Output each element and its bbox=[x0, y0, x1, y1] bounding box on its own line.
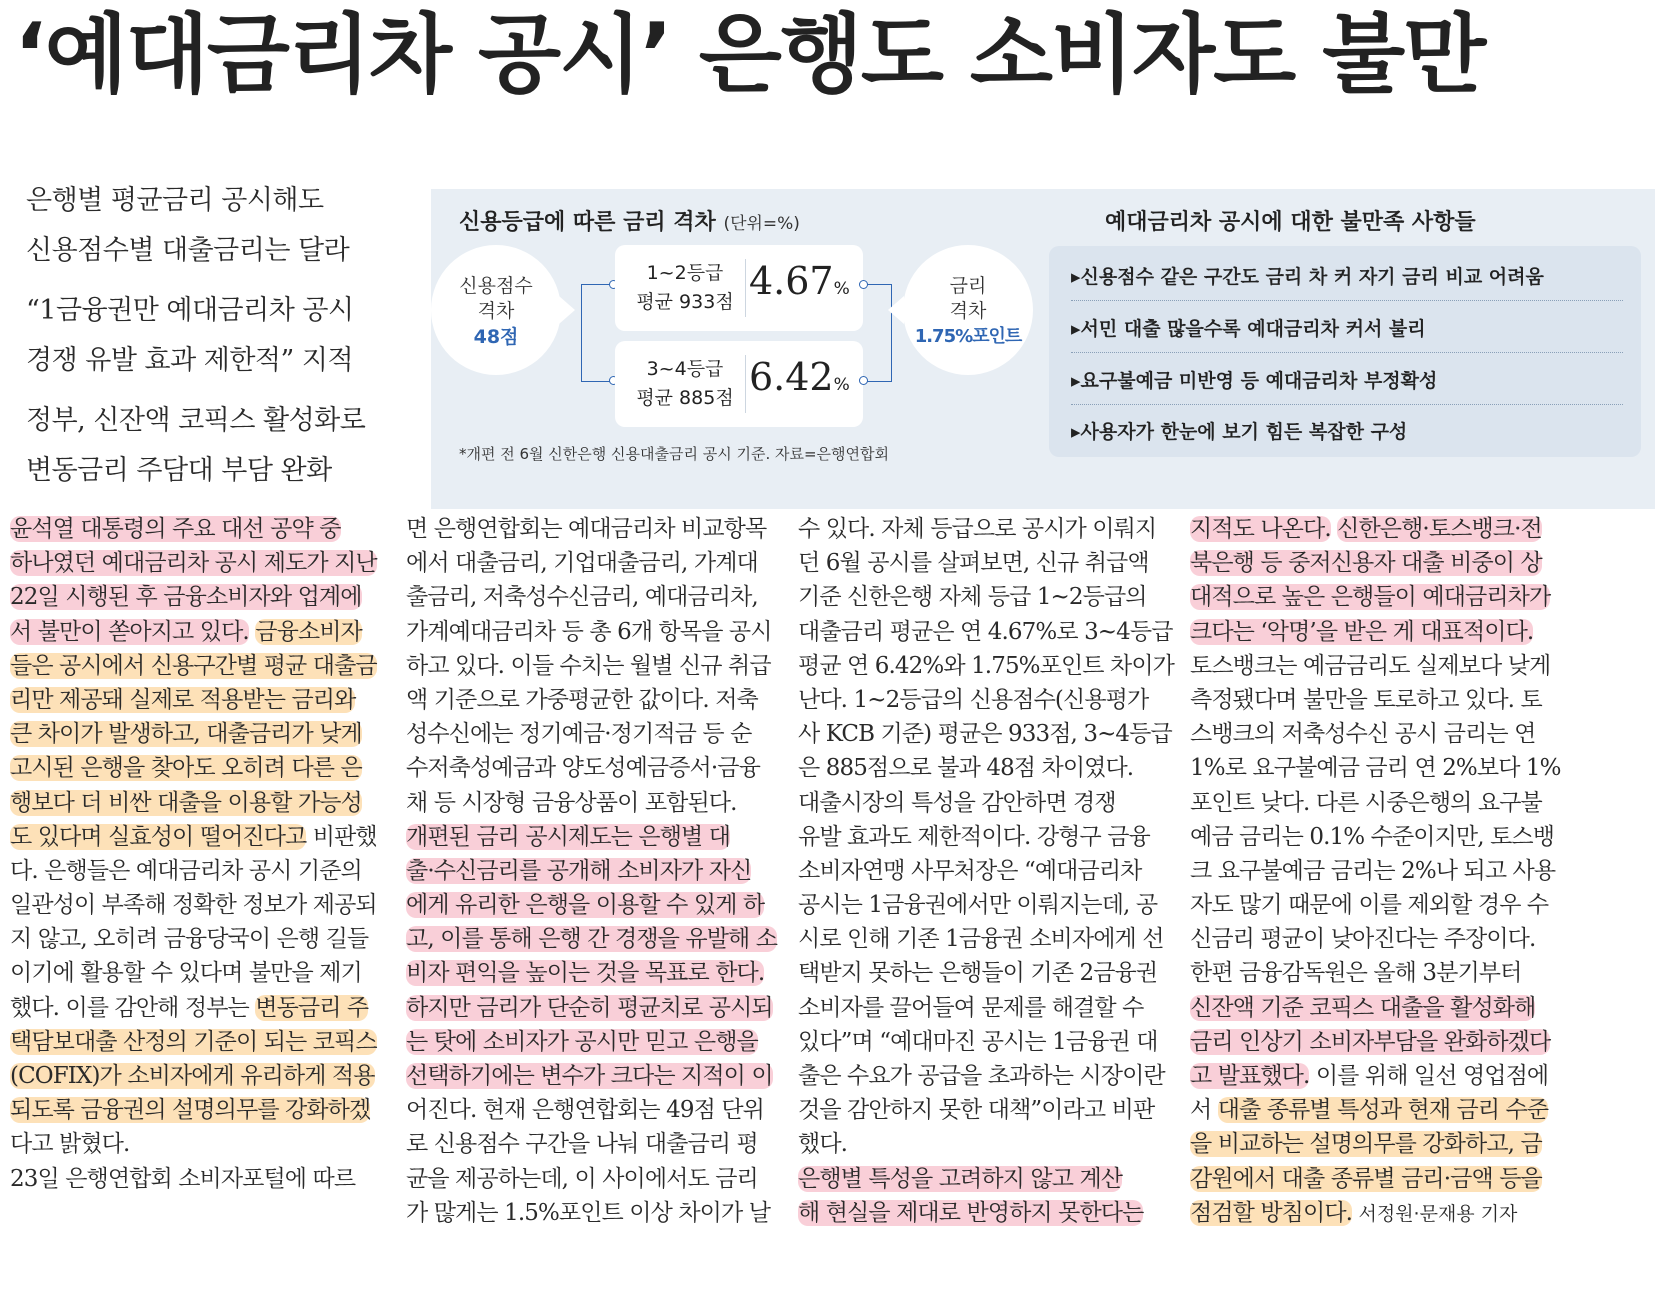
connector-dot bbox=[859, 376, 868, 385]
article-text-line bbox=[406, 888, 790, 922]
text-segment: 측정됐다며 불만을 토로하고 있다. 토 bbox=[1190, 686, 1542, 713]
article-text-line bbox=[1190, 683, 1574, 717]
text-segment: 사 KCB 기준) 평균은 933점, 3~4등급 bbox=[798, 721, 1172, 748]
text-segment: 소비자연맹 사무처장은 “예대금리차 bbox=[798, 857, 1142, 884]
article-text-line bbox=[406, 1127, 790, 1161]
text-segment: 했다. 이를 감안해 정부는 bbox=[10, 994, 256, 1021]
article-text-line bbox=[406, 956, 790, 990]
text-segment: 자도 많기 때문에 이를 제외할 경우 수 bbox=[1190, 892, 1549, 919]
article-text-line bbox=[10, 683, 394, 717]
grade-rate: 4.67% bbox=[749, 259, 850, 303]
highlighted-text-orange: 금융소비자 bbox=[255, 618, 362, 645]
grade-label: 3~4등급 bbox=[646, 358, 724, 380]
article-text-line bbox=[798, 751, 1182, 785]
article-text-line bbox=[10, 649, 394, 683]
article-text-line bbox=[10, 1127, 394, 1161]
text-segment: 한편 금융감독원은 올해 3분기부터 bbox=[1190, 960, 1522, 987]
grade-box-1-2 bbox=[615, 245, 863, 331]
article-text-line bbox=[1190, 854, 1574, 888]
highlighted-text-pink: 개편된 금리 공시제도는 은행별 대 bbox=[406, 823, 731, 850]
text-segment: 액 기준으로 가중평균한 값이다. 저축 bbox=[406, 686, 758, 713]
article-text-line bbox=[1190, 1162, 1574, 1196]
subheadline-line: 경쟁 유발 효과 제한적” 지적 bbox=[26, 345, 354, 376]
article-text-line bbox=[10, 615, 394, 649]
article-text-line bbox=[406, 991, 790, 1025]
article-text-line bbox=[798, 786, 1182, 820]
highlighted-text-orange: 을 비교하는 설명의무를 강화하고, 금 bbox=[1190, 1131, 1542, 1158]
article-text-line bbox=[1190, 751, 1574, 785]
highlighted-text-orange: 감원에서 대출 종류별 금리·금액 등을 bbox=[1190, 1165, 1542, 1192]
article-column-4 bbox=[1190, 512, 1574, 1230]
text-segment: 지 않고, 오히려 금융당국이 은행 길들 bbox=[10, 926, 369, 953]
text-segment: 23일 은행연합회 소비자포털에 따르 bbox=[10, 1165, 356, 1192]
highlighted-text-orange: 점검할 방침이다. bbox=[1190, 1199, 1353, 1226]
highlighted-text-orange: 도 있다며 실효성이 떨어진다고 bbox=[10, 823, 307, 850]
highlighted-text-pink: 고 발표했다. bbox=[1190, 1063, 1310, 1089]
text-segment: 다고 밝혔다. bbox=[10, 1131, 130, 1158]
text-segment: 다. 은행들은 예대금리차 공시 기준의 bbox=[10, 857, 362, 884]
complaint-item: ▸서민 대출 많을수록 예대금리차 커서 불리 bbox=[1071, 318, 1426, 340]
article-text-line bbox=[406, 820, 790, 854]
text-segment: 은 885점으로 불과 48점 차이였다. bbox=[798, 755, 1134, 782]
article-text-line bbox=[798, 1059, 1182, 1093]
text-segment: 서 bbox=[1190, 1097, 1218, 1124]
text-segment: 토스뱅크는 예금금리도 실제보다 낮게 bbox=[1190, 652, 1551, 679]
article-text-line bbox=[1190, 1059, 1574, 1093]
complaint-item: ▸요구불예금 미반영 등 예대금리차 부정확성 bbox=[1071, 370, 1438, 392]
grade-avg-score: 평균 885점 bbox=[636, 387, 734, 409]
grade-avg-score: 평균 933점 bbox=[636, 291, 734, 313]
highlighted-text-pink: 22일 시행된 후 금융소비자와 업계에 bbox=[10, 584, 362, 611]
text-segment: 하고 있다. 이들 수치는 월별 신규 취급 bbox=[406, 652, 771, 679]
article-text-line bbox=[10, 1059, 394, 1093]
highlighted-text-pink: 해 현실을 제대로 반영하지 못한다는 bbox=[798, 1199, 1144, 1226]
text-segment: 유발 효과도 제한적이다. 강형구 금융 bbox=[798, 823, 1150, 850]
article-text-line bbox=[406, 1059, 790, 1093]
highlighted-text-pink: 크다는 ‘악명’을 받은 게 대표적이다. bbox=[1190, 618, 1534, 645]
connector-left bbox=[581, 284, 612, 382]
article-text-line bbox=[1190, 956, 1574, 990]
article-text-line bbox=[1190, 717, 1574, 751]
article-text-line bbox=[1190, 546, 1574, 580]
article-text-line bbox=[798, 956, 1182, 990]
article-text-line bbox=[406, 546, 790, 580]
text-segment: 스뱅크의 저축성수신 공시 금리는 연 bbox=[1190, 721, 1536, 748]
article-column-3 bbox=[798, 512, 1182, 1230]
text-segment: 성수신에는 정기예금·정기적금 등 순 bbox=[406, 721, 752, 748]
highlighted-text-pink: 신잔액 기준 코픽스 대출을 활성화해 bbox=[1190, 994, 1536, 1021]
subheadlines bbox=[26, 176, 396, 496]
highlighted-text-orange: (COFIX)가 소비자에게 유리하게 적용 bbox=[10, 1063, 375, 1089]
highlighted-text-orange: 큰 차이가 발생하고, 대출금리가 낮게 bbox=[10, 721, 362, 748]
article-text-line bbox=[10, 888, 394, 922]
article-text-line bbox=[1190, 580, 1574, 614]
text-segment: 어진다. 현재 은행연합회는 49점 단위 bbox=[406, 1097, 764, 1124]
text-segment: 대출금리 평균은 연 4.67%로 3~4등급 bbox=[798, 618, 1173, 645]
grade-label: 1~2등급 bbox=[646, 262, 724, 284]
article-text-line bbox=[798, 1093, 1182, 1127]
article-text-line bbox=[798, 991, 1182, 1025]
article-text-line bbox=[406, 1093, 790, 1127]
highlighted-text-orange: 들은 공시에서 신용구간별 평균 대출금 bbox=[10, 652, 377, 679]
article-text-line bbox=[798, 649, 1182, 683]
article-text-line bbox=[10, 956, 394, 990]
article-text-line bbox=[406, 1025, 790, 1059]
article-text-line bbox=[10, 922, 394, 956]
article-text-line bbox=[10, 512, 394, 546]
highlighted-text-pink: 는 탓에 소비자가 공시만 믿고 은행을 bbox=[406, 1028, 758, 1055]
article-text-line bbox=[10, 717, 394, 751]
article-text-line bbox=[10, 546, 394, 580]
article-text-line bbox=[1190, 512, 1574, 546]
article-text-line bbox=[798, 683, 1182, 717]
infographic-box bbox=[431, 189, 1655, 509]
text-segment: 일관성이 부족해 정확한 정보가 제공되 bbox=[10, 892, 377, 919]
score-gap-value: 48점 bbox=[473, 326, 519, 348]
text-segment: 것을 감안하지 못한 대책”이라고 비판 bbox=[798, 1097, 1155, 1124]
article-text-line bbox=[798, 1127, 1182, 1161]
text-segment: 택받지 못하는 은행들이 기존 2금융권 bbox=[798, 960, 1158, 987]
article-text-line bbox=[10, 786, 394, 820]
text-segment: 가계예대금리차 등 총 6개 항목을 공시 bbox=[406, 618, 772, 645]
text-segment: 출금리, 저축성수신금리, 예대금리차, bbox=[406, 584, 758, 611]
infographic-left-title: 신용등급에 따른 금리 격차 (단위=%) bbox=[459, 210, 800, 235]
article-text-line bbox=[1190, 615, 1574, 649]
text-segment: 균을 제공하는데, 이 사이에서도 금리 bbox=[406, 1165, 758, 1192]
article-text-line bbox=[1190, 888, 1574, 922]
rate-gap-bubble: 금리 격차 1.75%포인트 bbox=[903, 245, 1033, 375]
grade-box-3-4 bbox=[615, 341, 863, 427]
subheadline-line: 변동금리 주담대 부담 완화 bbox=[26, 455, 332, 486]
highlighted-text-pink: 하나였던 예대금리차 공시 제도가 지난 bbox=[10, 550, 377, 577]
article-text-line bbox=[10, 854, 394, 888]
highlighted-text-orange: 리만 제공돼 실제로 적용받는 금리와 bbox=[10, 686, 356, 713]
pointer-arrow bbox=[888, 296, 904, 324]
article-text-line bbox=[406, 580, 790, 614]
highlighted-text-pink: 출·수신금리를 공개해 소비자가 자신 bbox=[406, 857, 752, 884]
article-text-line bbox=[10, 1093, 394, 1127]
article-column-1 bbox=[10, 512, 394, 1196]
article-text-line bbox=[798, 512, 1182, 546]
infographic-right-title: 예대금리차 공시에 대한 불만족 사항들 bbox=[1105, 210, 1476, 235]
text-segment: 면 은행연합회는 예대금리차 비교항목 bbox=[406, 516, 767, 542]
article-text-line bbox=[406, 1196, 790, 1230]
headline: ‘예대금리차 공시’ 은행도 소비자도 불만 bbox=[14, 5, 1485, 105]
text-segment: 비판했 bbox=[306, 823, 377, 850]
highlighted-text-orange: 되도록 금융권의 설명의무를 강화하겠 bbox=[10, 1097, 371, 1124]
article-text-line bbox=[1190, 786, 1574, 820]
highlighted-text-pink: 하지만 금리가 단순히 평균치로 공시되 bbox=[406, 994, 773, 1021]
highlighted-text-pink: 북은행 등 중저신용자 대출 비중이 상 bbox=[1190, 550, 1542, 577]
article-text-line bbox=[406, 717, 790, 751]
highlighted-text-pink: 선택하기에는 변수가 크다는 지적이 이 bbox=[406, 1063, 773, 1089]
highlighted-text-pink: 서 불만이 쏟아지고 있다. bbox=[10, 618, 249, 645]
article-text-line bbox=[1190, 1093, 1574, 1127]
highlighted-text-pink: 에게 유리한 은행을 이용할 수 있게 하 bbox=[406, 892, 765, 919]
score-gap-bubble: 신용점수 격차 48점 bbox=[431, 245, 561, 375]
highlighted-text-pink: 지적도 나온다. bbox=[1190, 516, 1331, 542]
text-segment: 시로 인해 기존 1금융권 소비자에게 선 bbox=[798, 926, 1164, 953]
article-text-line bbox=[798, 1196, 1182, 1230]
article-text-line bbox=[10, 991, 394, 1025]
article-text-line bbox=[10, 751, 394, 785]
highlighted-text-orange: 변동금리 주 bbox=[255, 994, 369, 1021]
subheadline-line: 은행별 평균금리 공시해도 bbox=[26, 185, 324, 216]
article-text-line bbox=[10, 820, 394, 854]
text-segment: 던 6월 공시를 살펴보면, 신규 취급액 bbox=[798, 550, 1149, 577]
article-text-line bbox=[1190, 1196, 1574, 1230]
highlighted-text-orange: 대출 종류별 특성과 현재 금리 수준 bbox=[1217, 1097, 1549, 1124]
complaint-item: ▸신용점수 같은 구간도 금리 차 커 자기 금리 비교 어려움 bbox=[1071, 266, 1544, 288]
article-text-line bbox=[798, 1162, 1182, 1196]
text-segment: 대출시장의 특성을 감안하면 경쟁 bbox=[798, 789, 1116, 816]
reporter-byline: 서정원·문재용 기자 bbox=[1358, 1202, 1518, 1225]
highlighted-text-orange: 고시된 은행을 찾아도 오히려 다른 은 bbox=[10, 755, 362, 782]
article-text-line bbox=[798, 580, 1182, 614]
article-text-line bbox=[406, 922, 790, 956]
text-segment: 수 있다. 자체 등급으로 공시가 이뤄지 bbox=[798, 516, 1157, 542]
text-segment: 했다. bbox=[798, 1131, 848, 1158]
text-segment: 공시는 1금융권에서만 이뤄지는데, 공 bbox=[798, 892, 1158, 919]
article-text-line bbox=[1190, 1025, 1574, 1059]
article-text-line bbox=[1190, 922, 1574, 956]
grade-rate: 6.42% bbox=[749, 355, 850, 399]
text-segment: 1%로 요구불예금 금리 연 2%보다 1% bbox=[1190, 755, 1561, 782]
text-segment: 평균 연 6.42%와 1.75%포인트 차이가 bbox=[798, 652, 1174, 679]
text-segment: 신금리 평균이 낮아진다는 주장이다. bbox=[1190, 926, 1536, 953]
highlighted-text-pink: 은행별 특성을 고려하지 않고 계산 bbox=[798, 1165, 1123, 1192]
unit-label: (단위=%) bbox=[723, 214, 800, 234]
article-text-line bbox=[798, 1025, 1182, 1059]
subheadline-line: 신용점수별 대출금리는 달라 bbox=[26, 235, 350, 266]
article-text-line bbox=[406, 1162, 790, 1196]
rate-gap-value: 1.75%포인트 bbox=[914, 326, 1022, 347]
highlighted-text-pink: 윤석열 대통령의 주요 대선 공약 중 bbox=[10, 516, 341, 542]
highlighted-text-pink: 신한은행·토스뱅크·전 bbox=[1337, 516, 1542, 542]
text-segment: 있다”며 “예대마진 공시는 1금융권 대 bbox=[798, 1028, 1158, 1055]
article-text-line bbox=[406, 649, 790, 683]
article-text-line bbox=[798, 888, 1182, 922]
subheadline-line: 정부, 신잔액 코픽스 활성화로 bbox=[26, 405, 366, 436]
article-text-line bbox=[798, 615, 1182, 649]
text-segment: 에서 대출금리, 기업대출금리, 가계대 bbox=[406, 550, 758, 577]
text-segment: 수저축성예금과 양도성예금증서·금융 bbox=[406, 755, 760, 782]
article-text-line bbox=[406, 615, 790, 649]
highlighted-text-pink: 대적으로 높은 은행들이 예대금리차가 bbox=[1190, 584, 1551, 611]
text-segment: 채 등 시장형 금융상품이 포함된다. bbox=[406, 789, 737, 816]
pointer-arrow bbox=[559, 296, 575, 324]
article-text-line bbox=[406, 786, 790, 820]
article-text-line bbox=[406, 751, 790, 785]
article-text-line bbox=[1190, 1127, 1574, 1161]
article-text-line bbox=[798, 717, 1182, 751]
complaint-item: ▸사용자가 한눈에 보기 힘든 복잡한 구성 bbox=[1071, 421, 1408, 443]
article-text-line bbox=[10, 1162, 394, 1196]
text-segment: 난다. 1~2등급의 신용점수(신용평가 bbox=[798, 686, 1149, 713]
text-segment: 포인트 낮다. 다른 시중은행의 요구불 bbox=[1190, 789, 1542, 816]
article-text-line bbox=[10, 580, 394, 614]
text-segment: 로 신용점수 구간을 나눠 대출금리 평 bbox=[406, 1131, 758, 1158]
text-segment: 기준 신한은행 자체 등급 1~2등급의 bbox=[798, 584, 1147, 611]
article-text-line bbox=[406, 854, 790, 888]
article-text-line bbox=[798, 854, 1182, 888]
text-segment: 크 요구불예금 금리는 2%나 되고 사용 bbox=[1190, 857, 1556, 884]
text-segment: 이를 위해 일선 영업점에 bbox=[1309, 1063, 1549, 1089]
text-segment: 예금 금리는 0.1% 수준이지만, 토스뱅 bbox=[1190, 823, 1555, 850]
article-column-2 bbox=[406, 512, 790, 1230]
article-text-line bbox=[798, 820, 1182, 854]
article-text-line bbox=[1190, 820, 1574, 854]
highlighted-text-pink: 비자 편익을 높이는 것을 목표로 한다. bbox=[406, 960, 765, 987]
subheadline-line: “1금융권만 예대금리차 공시 bbox=[26, 295, 354, 326]
connector-dot bbox=[859, 280, 868, 289]
article-text-line bbox=[406, 683, 790, 717]
text-segment: 가 많게는 1.5%포인트 이상 차이가 날 bbox=[406, 1199, 771, 1226]
article-text-line bbox=[1190, 991, 1574, 1025]
source-footnote: *개편 전 6월 신한은행 신용대출금리 공시 기준. 자료=은행연합회 bbox=[459, 445, 890, 463]
complaint-list bbox=[1049, 246, 1641, 457]
highlighted-text-pink: 고, 이를 통해 은행 간 경쟁을 유발해 소 bbox=[406, 926, 778, 953]
article-text-line bbox=[10, 1025, 394, 1059]
text-segment: 이기에 활용할 수 있다며 불만을 제기 bbox=[10, 960, 362, 987]
text-segment: 소비자를 끌어들여 문제를 해결할 수 bbox=[798, 994, 1144, 1021]
article-text-line bbox=[1190, 649, 1574, 683]
article-text-line bbox=[798, 546, 1182, 580]
highlighted-text-pink: 금리 인상기 소비자부담을 완화하겠다 bbox=[1190, 1028, 1551, 1055]
article-text-line bbox=[406, 512, 790, 546]
article-text-line bbox=[798, 922, 1182, 956]
highlighted-text-orange: 택담보대출 산정의 기준이 되는 코픽스 bbox=[10, 1028, 377, 1055]
text-segment: 출은 수요가 공급을 초과하는 시장이란 bbox=[798, 1063, 1165, 1089]
highlighted-text-orange: 행보다 더 비싼 대출을 이용할 가능성 bbox=[10, 789, 362, 816]
